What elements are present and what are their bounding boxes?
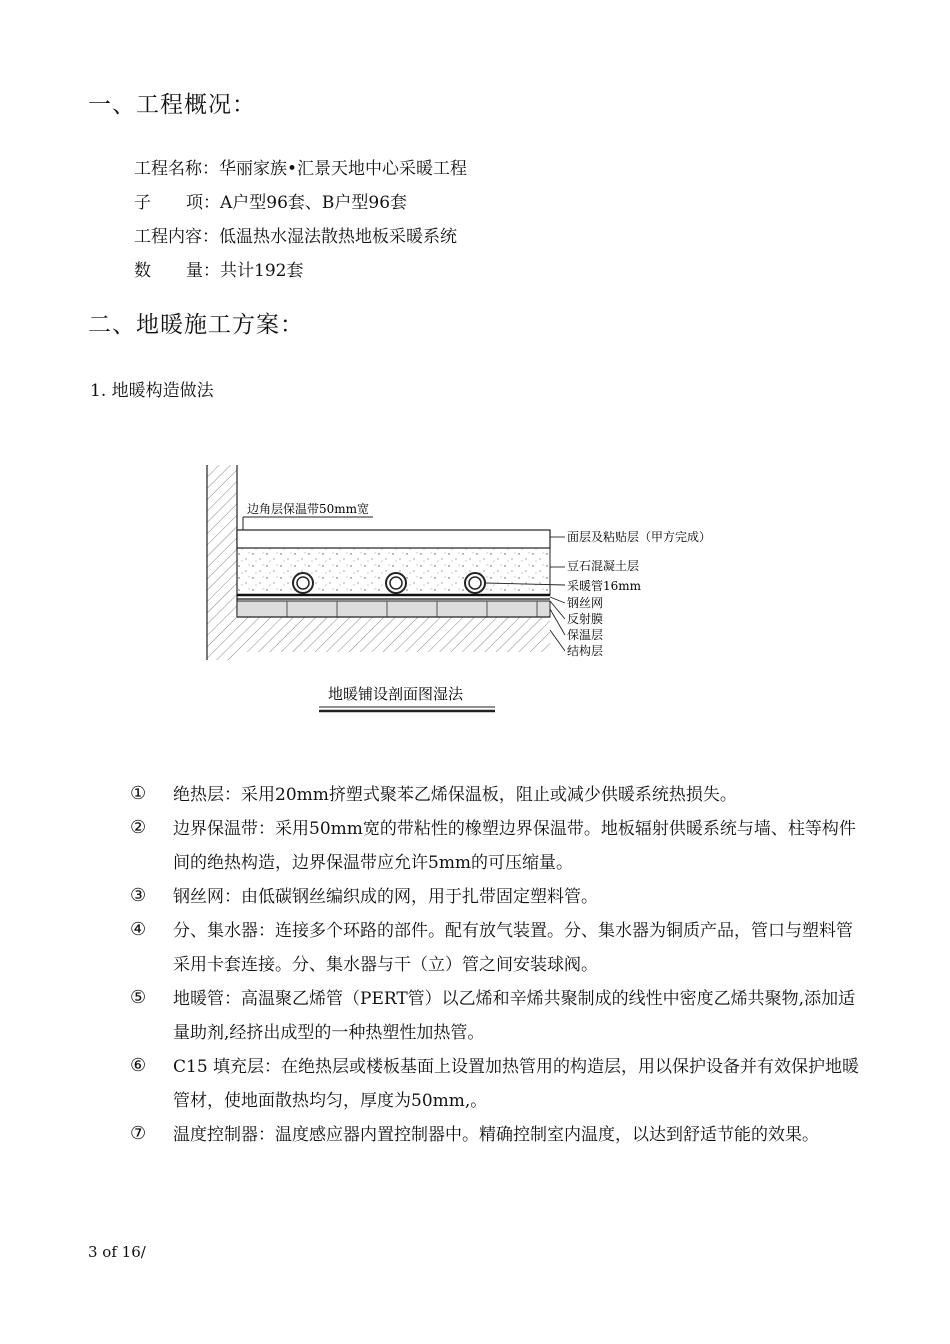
item-text: 温度控制器：温度感应器内置控制器中。精确控制室内温度，以达到舒适节能的效果。 xyxy=(173,1125,819,1145)
diagram-caption: 地暖铺设剖面图湿法 xyxy=(328,685,464,703)
info-key-b: 量： xyxy=(186,261,220,281)
item-number: ④ xyxy=(130,919,147,940)
info-key: 工程内容： xyxy=(134,227,219,247)
layer-label-mesh: 钢丝网 xyxy=(567,596,604,610)
insulation-layer xyxy=(237,601,550,617)
wall-hatch xyxy=(207,465,237,660)
item-number: ⑤ xyxy=(130,987,147,1008)
item-number: ③ xyxy=(130,885,147,906)
info-key-a: 子 xyxy=(134,193,151,213)
info-key-b: 项： xyxy=(186,193,220,213)
info-value: 共计192套 xyxy=(220,261,304,281)
info-row-project-name xyxy=(134,154,467,179)
layer-label-structure: 结构层 xyxy=(567,644,604,658)
info-value: 华丽家族•汇景天地中心采暖工程 xyxy=(219,159,468,179)
info-row-content xyxy=(134,222,457,247)
layer-label-insulation: 保温层 xyxy=(567,628,604,642)
info-row-subitem xyxy=(134,188,407,213)
item-number: ② xyxy=(130,817,147,838)
item-number: ① xyxy=(130,783,147,804)
layer-label-pipe: 采暖管16mm xyxy=(567,579,642,593)
item-number: ⑦ xyxy=(130,1123,147,1144)
section-title-overview: 一、工程概况： xyxy=(88,92,256,118)
info-value: 低温热水湿法散热地板采暖系统 xyxy=(219,227,457,247)
info-key: 工程名称： xyxy=(134,159,219,179)
edge-insulation-label: 边角层保温带50mm宽 xyxy=(247,502,370,516)
page-number: 3 of 16/ xyxy=(88,1243,146,1261)
section-title-plan: 二、地暖施工方案： xyxy=(88,312,304,338)
structure-layer xyxy=(237,617,550,652)
item-number: ⑥ xyxy=(130,1055,147,1076)
info-value: A户型96套、B户型96套 xyxy=(220,193,408,213)
layer-label-surface: 面层及粘贴层（甲方完成） xyxy=(567,530,712,544)
item-text: 地暖管：高温聚乙烯管（PERT管）以乙烯和辛烯共聚制成的线性中密度乙烯共聚物,添加适量助剂,经挤出成型的一种热塑性加热管。 xyxy=(173,989,856,1043)
layer-label-film: 反射膜 xyxy=(567,612,604,626)
info-key-a: 数 xyxy=(134,261,151,281)
item-text: 绝热层：采用20mm挤塑式聚苯乙烯保温板，阻止或减少供暖系统热损失。 xyxy=(173,785,737,805)
item-text: C15 填充层：在绝热层或楼板基面上设置加热管用的构造层，用以保护设备并有效保护地暖管材，使地面散热均匀，厚度为50mm,。 xyxy=(173,1057,860,1111)
subsection-title: 1. 地暖构造做法 xyxy=(90,381,214,401)
floor-heating-section-diagram xyxy=(195,455,755,725)
info-row-quantity xyxy=(134,256,303,281)
surface-layer xyxy=(237,530,550,548)
item-text: 分、集水器：连接多个环路的部件。配有放气装置。分、集水器为铜质产品，管口与塑料管采用卡套连接。分、集水器与干（立）管之间安装球阀。 xyxy=(173,921,853,975)
layer-label-concrete: 豆石混凝土层 xyxy=(567,559,640,573)
item-text: 钢丝网：由低碳钢丝编织成的网，用于扎带固定塑料管。 xyxy=(173,887,598,907)
item-text: 边界保温带：采用50mm宽的带粘性的橡塑边界保温带。地板辐射供暖系统与墙、柱等构件间的绝热构造，边界保温带应允许5mm的可压缩量。 xyxy=(173,819,856,873)
